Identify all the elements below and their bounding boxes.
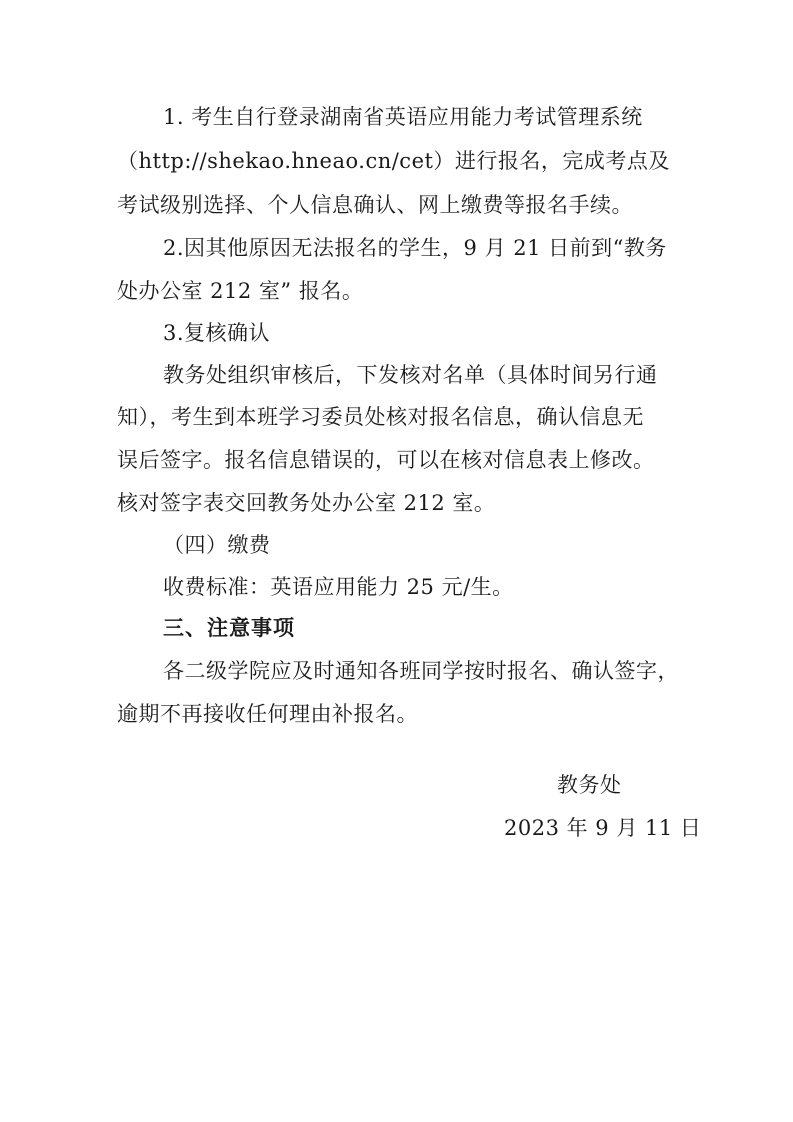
item3-line4: 核对签字表交回教务处办公室 212 室。 bbox=[117, 491, 496, 515]
item1-line2: （http://shekao.hneao.cn/cet）进行报名，完成考点及 bbox=[117, 149, 670, 173]
item3-line2: 知），考生到本班学习委员处核对报名信息，确认信息无 bbox=[117, 405, 644, 429]
item1-line3: 考试级别选择、个人信息确认、网上缴费等报名手续。 bbox=[117, 193, 633, 217]
section3-line2: 逾期不再接收任何理由补报名。 bbox=[117, 702, 418, 726]
signature-org: 教务处 bbox=[557, 773, 622, 797]
section4-title: （四）缴费 bbox=[163, 533, 271, 557]
item2-line2: 处办公室 212 室” 报名。 bbox=[117, 279, 364, 303]
item3-title: 3.复核确认 bbox=[163, 321, 271, 345]
section3-heading: 三、注意事项 bbox=[163, 616, 295, 640]
item3-line3: 误后签字。报名信息错误的，可以在核对信息表上修改。 bbox=[117, 448, 655, 472]
item3-line1: 教务处组织审核后，下发核对名单（具体时间另行通 bbox=[163, 363, 658, 387]
item2-line1: 2.因其他原因无法报名的学生，9 月 21 日前到“教务 bbox=[163, 236, 667, 260]
section3-line1: 各二级学院应及时通知各班同学按时报名、确认签字， bbox=[163, 659, 679, 683]
item1-line1: 1. 考生自行登录湖南省英语应用能力考试管理系统 bbox=[163, 105, 643, 129]
signature-date: 2023 年 9 月 11 日 bbox=[504, 816, 702, 840]
fee-line: 收费标准：英语应用能力 25 元/生。 bbox=[163, 575, 514, 599]
